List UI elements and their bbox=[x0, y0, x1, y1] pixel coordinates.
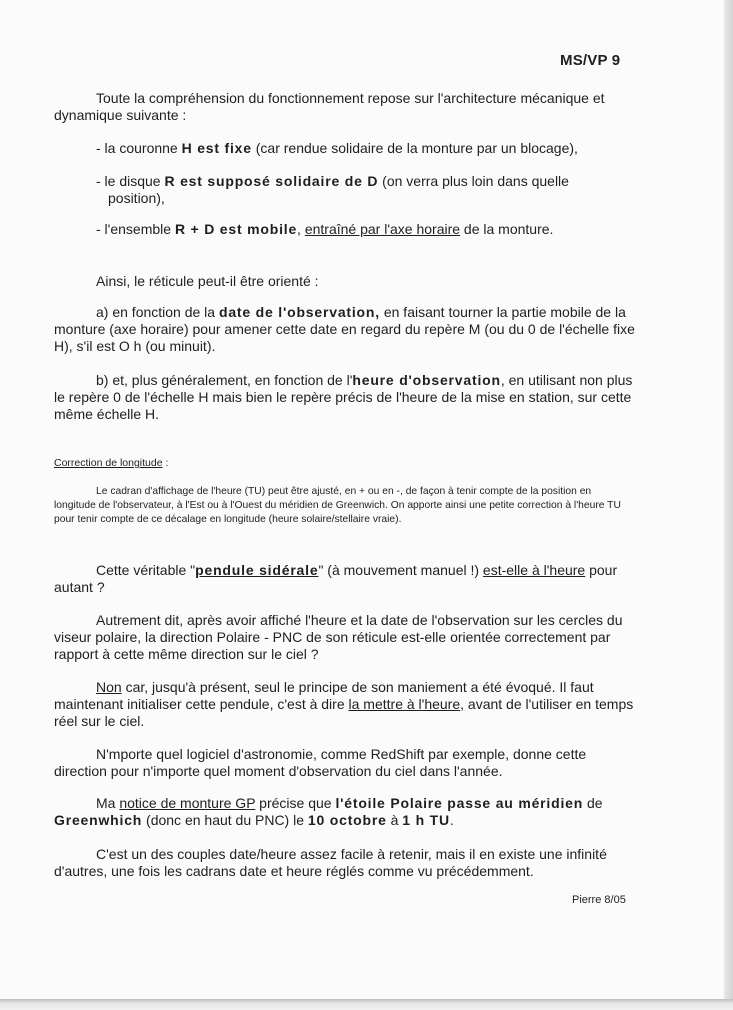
bold-underlined-text: pendule sidérale bbox=[195, 562, 319, 578]
underlined-text: Non bbox=[96, 679, 122, 695]
signature: Pierre 8/05 bbox=[572, 894, 626, 906]
correction-heading: Correction de longitude : bbox=[54, 457, 169, 469]
bold-text: 1 h TU bbox=[402, 812, 450, 828]
couples-paragraph: C'est un des couples date/heure assez facile à retenir, mais il en existe une infinité d'autres, une fois les cadrans date et heure réglés comme vu précédemment. bbox=[54, 846, 607, 879]
underlined-text: la mettre à l'heure, bbox=[348, 696, 465, 712]
bullet-couronne: - la couronne H est fixe (car rendue solidaire de la monture par un blocage), bbox=[96, 140, 578, 156]
bold-text: l'étoile Polaire passe au méridien bbox=[335, 795, 584, 811]
correction-paragraph: Le cadran d'affichage de l'heure (TU) peut être ajusté, en + ou en -, de façon à tenir compte de la position en longitude de l'observateur, à l'Est ou à l'Ouest du méridien de Greenwich. On apporte ainsi une petite correction à l'heure TU pour tenir compte de ce décalage en longitude (heure solaire/stellaire vraie). bbox=[54, 486, 621, 525]
autrement-paragraph: Autrement dit, après avoir affiché l'heure et la date de l'observation sur les cercles du viseur polaire, la direction Polaire - PNC de son réticule est-elle orientée correctement par rapport à cette même direction sur le ciel ? bbox=[54, 612, 623, 662]
bold-text: H est fixe bbox=[181, 140, 252, 156]
scan-edge-bottom bbox=[0, 999, 733, 1010]
notice-paragraph: Ma notice de monture GP précise que l'étoile Polaire passe au méridien de Greenwhich (donc en haut du PNC) le 10 octobre à 1 h TU. bbox=[54, 795, 603, 828]
bold-text: Greenwhich bbox=[54, 812, 143, 828]
bullet-ensemble: - l'ensemble R + D est mobile, entraîné par l'axe horaire de la monture. bbox=[96, 221, 554, 237]
point-b-paragraph: b) et, plus généralement, en fonction de l'heure d'observation, en utilisant non plus le repère 0 de l'échelle H mais bien le repère précis de l'heure de la mise en station, sur cette même échelle H. bbox=[54, 372, 633, 422]
intro-paragraph: Toute la compréhension du fonctionnement repose sur l'architecture mécanique et dynamique suivante : bbox=[54, 90, 605, 123]
ainsi-paragraph: Ainsi, le réticule peut-il être orienté : bbox=[96, 273, 319, 289]
bold-text: date de l'observation, bbox=[218, 304, 380, 320]
bold-text: heure d'observation bbox=[352, 372, 501, 388]
underlined-text: entraîné par l'axe horaire bbox=[304, 221, 461, 237]
pendule-paragraph: Cette véritable "pendule sidérale" (à mouvement manuel !) est-elle à l'heure pour autant ? bbox=[54, 562, 618, 595]
underlined-text: est-elle à l'heure bbox=[482, 562, 586, 578]
scan-edge-right bbox=[724, 0, 733, 1010]
point-a-paragraph: a) en fonction de la date de l'observation, en faisant tourner la partie mobile de la monture (axe horaire) pour amener cette date en regard du repère M (ou du 0 de l'échelle fixe H), s'il est O h (ou minuit). bbox=[54, 304, 635, 354]
page-reference: MS/VP 9 bbox=[560, 52, 621, 69]
non-paragraph: Non car, jusqu'à présent, seul le principe de son maniement a été évoqué. Il faut maintenant initialiser cette pendule, c'est à dire la mettre à l'heure, avant de l'utiliser en temps réel sur le ciel. bbox=[54, 679, 634, 729]
bold-text: 10 octobre bbox=[307, 812, 387, 828]
logiciel-paragraph: N'mporte quel logiciel d'astronomie, comme RedShift par exemple, donne cette direction pour n'importe quel moment d'observation du ciel dans l'année. bbox=[54, 746, 587, 779]
bullet-disque: - le disque R est supposé solidaire de D (on verra plus loin dans quelle position), bbox=[96, 173, 569, 206]
underlined-text: notice de monture GP bbox=[119, 795, 256, 811]
bold-text: R + D est mobile bbox=[174, 221, 298, 237]
bold-text: R est supposé solidaire de D bbox=[164, 173, 379, 189]
